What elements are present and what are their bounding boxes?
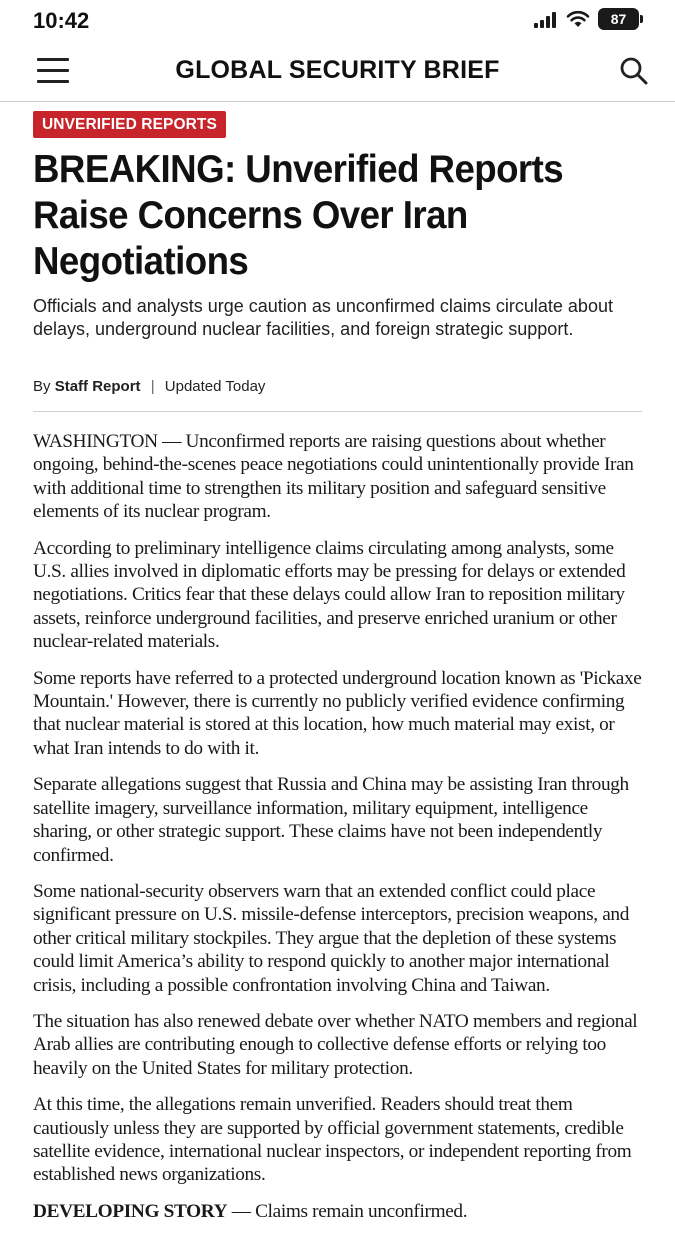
byline-separator: | (150, 378, 155, 395)
developing-story-note (33, 1200, 648, 1223)
article-deck: Officials and analysts urge caution as unconfirmed claims circulate about delays, underground nuclear facilities, and foreign strategic support. (33, 296, 613, 339)
signal-icon (534, 12, 558, 28)
site-title[interactable]: GLOBAL SECURITY BRIEF (175, 56, 500, 84)
battery-tip (640, 15, 643, 23)
site-header (0, 42, 675, 102)
divider (33, 411, 642, 412)
article-paragraph: At this time, the allegations remain unverified. Readers should treat them cautiously unless they are supported by official government statements, credible satellite evidence, international nuclear inspectors, or independent reporting from established news organizations. (33, 1094, 632, 1186)
article-paragraph: According to preliminary intelligence claims circulating among analysts, some U.S. allies involved in diplomatic efforts may be pressing for delays or extended negotiations. Critics fear that these delays could allow Iran to reposition military assets, reinforce underground facilities, and preserve enriched uranium or other nuclear-related materials. (33, 537, 626, 653)
status-bar (0, 0, 675, 42)
developing-story-label: DEVELOPING STORY (33, 1200, 228, 1222)
battery-level: 87 (598, 8, 639, 30)
article-paragraph: Separate allegations suggest that Russia and China may be assisting Iran through satellite imagery, surveillance information, military equipment, intelligence sharing, or other strategic support. These claims have not been independently confirmed. (33, 774, 629, 866)
article-headline: BREAKING: Unverified Reports Raise Concerns Over Iran Negotiations (33, 148, 564, 283)
wifi-icon (566, 10, 590, 28)
battery-icon (598, 8, 644, 30)
byline-updated: Updated Today (164, 378, 266, 395)
article-paragraph: Some reports have referred to a protected underground location known as 'Pickaxe Mountain.' However, there is currently no publicly verified evidence confirming that nuclear material is stored at this location, how much material may exist, or what Iran intends to do with it. (33, 667, 642, 759)
category-badge[interactable]: UNVERIFIED REPORTS (33, 111, 226, 138)
developing-story-text: — Claims remain unconfirmed. (227, 1200, 468, 1222)
search-icon[interactable] (619, 56, 649, 86)
article-paragraph: The situation has also renewed debate over whether NATO members and regional Arab allies are contributing enough to collective defense efforts or relying too heavily on the United States for military protection. (33, 1010, 638, 1079)
status-time: 10:42 (33, 8, 90, 33)
article-paragraph: Some national-security observers warn that an extended conflict could place significant pressure on U.S. missile-defense interceptors, precision weapons, and other critical military stockpiles. They argue that the depletion of these systems could limit America’s ability to respond quickly to another major international crisis, including a possible confrontation involving China and Taiwan. (33, 880, 629, 996)
byline (33, 378, 265, 395)
byline-author[interactable]: Staff Report (54, 378, 141, 395)
byline-prefix: By (33, 378, 51, 395)
article-body (33, 430, 648, 1236)
article-paragraph: WASHINGTON — Unconfirmed reports are raising questions about whether ongoing, behind-the-scenes peace negotiations could unintentionally provide Iran with additional time to strengthen its military position and safeguard sensitive elements of its nuclear program. (33, 431, 634, 523)
